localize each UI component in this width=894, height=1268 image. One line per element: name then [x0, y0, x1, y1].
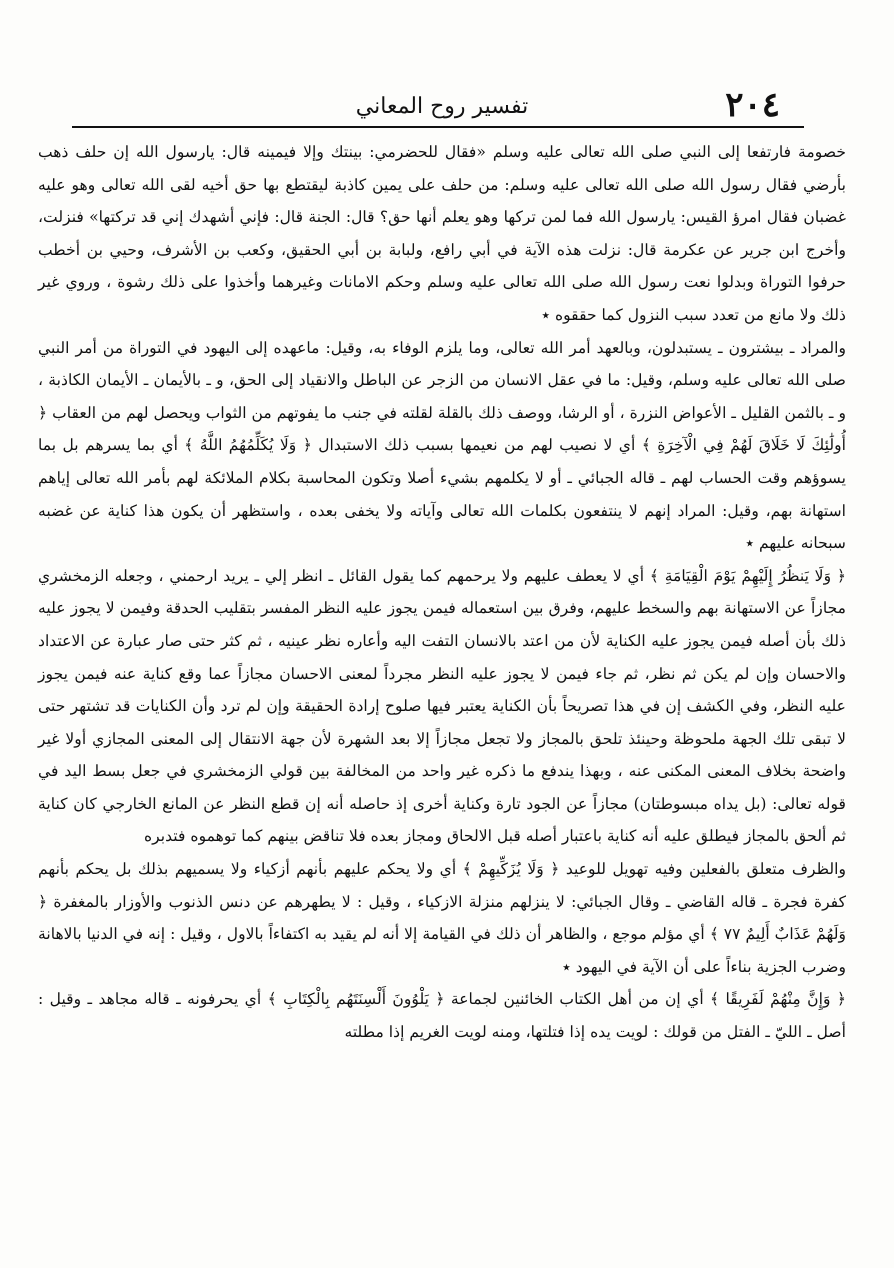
- text-line: بكلمات الله تعالى وآياته ولا يخفى بعده ، واستظهر أن يكون هذا كناية عن غضبه سبحانه عليهم ٭: [38, 501, 846, 553]
- text-line: بشيء أصلا وتكون المحاسبة بكلام الملائكة لهم بأمر الله تعالى إياهم استهانة بهم، وقيل: المراد إنهم لا ينتفعون: [38, 468, 847, 520]
- text-line: وحينئذ تلحق بالمجاز ولا تجعل مجازاً إلا بعد الشهرة لأن جهة الانتقال إلى المعنى المجازي أولا غير واضحة بخلاف: [38, 729, 846, 781]
- text-line: الله تعالى وهو عليه غضبان فقال امرؤ القيس: يارسول الله فما لمن تركها وهو يعلم أنها حق؟ قال: الجنة قال: فإني: [38, 175, 846, 227]
- text-line: بذلك بل يحكم بأنهم كفرة فجرة ـ قاله القاضي ـ وقال الجبائي: لا ينزلهم منزلة الازكياء ، وقيل : لا يطهرهم عن دنس: [38, 860, 846, 911]
- paragraph: [38, 560, 846, 853]
- text-line: يحرفونه ـ قاله مجاهد ـ وقيل : أصل ـ الليّ ـ الفتل من قولك : لويت يده إذا فتلتها، ومنه لويت الغريم إذا مطلته: [38, 990, 846, 1042]
- text-line: ذهب بأرضي فقال رسول الله صلى الله تعالى عليه وسلم: من حلف على يمين كاذبة ليقتطع بها حق أخيه لقى: [38, 143, 846, 194]
- text-line: أمر النبي صلى الله تعالى عليه وسلم، وقيل: ما في عقل الانسان من الزجر عن الباطل والانقياد إلى الحق، و ـ بالأيمان ـ: [38, 338, 846, 390]
- text-line: بأن الكناية يعتبر فيها صلوح إرادة الحقيقة وإن لم ترد وأن الكنايات قد تشتهر حتى لا تبقى تلك الجهة ملحوظة: [38, 697, 846, 748]
- page-number: ٢٠٤: [725, 85, 780, 125]
- text-line: ﴿ وَلَا يَنظُرُ إِلَيْهِمْ يَوْمَ الْقِيَامَةِ ﴾ أي لا يعطف عليهم ولا يرحمهم كما يقول القائل ـ انظر إلي ـ يريد ارحمني ،: [152, 566, 846, 585]
- header-rule: [72, 126, 804, 128]
- paragraph: [38, 332, 846, 560]
- text-line: من الثواب ويحصل لهم من العقاب ﴿ أُولَٰئِكَ لَا خَلَاقَ لَهُمْ فِي الْآخِرَةِ ﴾ أي لا نصيب لهم من نعيمها بسبب: [38, 403, 846, 455]
- text-line: الأيمان الكاذبة ، و ـ بالثمن القليل ـ الأعواض النزرة ، أو الرشا، ووصف ذلك بالقلة لقلته في جنب ما يفوتهم: [38, 371, 846, 422]
- text-line: الحقيق، وكعب بن الأشرف، وحيي بن أخطب حرفوا التوراة وبدلوا نعت رسول الله صلى الله تعالى عليه وسلم: [38, 240, 846, 292]
- body-text: [38, 136, 846, 1049]
- text-line: وأعاره نظر عينيه ، ثم كثر حتى صار عبارة عن الاعتداد والاحسان وإن لم يكن ثم نظر، ثم جاء فيمن لا يجوز: [38, 631, 846, 683]
- paragraph: [38, 853, 846, 983]
- text-line: ذلك الاستبدال ﴿ وَلَا يُكَلِّمُهُمُ اللَّهُ ﴾ أي بما يسرهم بل بما يسوؤهم وقت الحساب لهم ـ قاله الجبائي ـ أو لا يكلمهم: [38, 436, 846, 487]
- paragraph: [38, 136, 846, 332]
- text-line: والظرف متعلق بالفعلين وفيه تهويل للوعيد ﴿ وَلَا يُزَكِّيهِمْ ﴾ أي ولا يحكم عليهم بأنهم أزكياء ولا يسميهم: [168, 860, 846, 879]
- text-line: المعنى المكنى عنه ، وبهذا يندفع ما ذكره غير واحد من المخالفة بين قولي الزمخشري في جعل بسط اليد في قوله تعالى:: [38, 762, 847, 813]
- text-line: لم يقيد به اكتفاءاً بالاول ، وقيل : إنه في الدنيا بالاهانة وضرب الجزية بناءاً على أن الآية في اليهود ٭: [38, 925, 846, 976]
- text-line: الذنوب والأوزار بالمغفرة ﴿ وَلَهُمْ عَذَابٌ أَلِيمٌ ٧٧ ﴾ أي مؤلم موجع ، والظاهر أن ذلك في القيامة إلا أنه: [38, 892, 846, 944]
- text-line: وحكم الامانات وغيرهما وأخذوا على ذلك رشوة ، وروي غير ذلك ولا مانع من تعدد سبب النزول كما حققوه ٭: [38, 273, 846, 324]
- text-line: وجعله الزمخشري مجازاً عن الاستهانة بهم والسخط عليهم، وفرق بين استعماله فيمن يجوز عليه النظر المفسر: [38, 566, 846, 618]
- text-line: بتقليب الحدقة وفيمن لا يجوز عليه ذلك بأن أصله فيمن يجوز عليه الكناية لأن من اعتد بالانسان التفت اليه: [38, 599, 847, 650]
- text-line: كناية ثم ألحق بالمجاز فيطلق عليه أنه كناية باعتبار أصله قبل الالحاق ومجاز بعده فلا تناقض بينهم كما توهموه فتدبره: [38, 794, 846, 846]
- paragraph: [38, 983, 846, 1048]
- text-line: أشهدك إني قد تركتها» فنزلت، وأخرج ابن جرير عن عكرمة قال: نزلت هذه الآية في أبي رافع، ولبابة بن أبي: [38, 208, 846, 259]
- page-header: [38, 0, 846, 125]
- text-line: والمراد ـ بيشترون ـ يستبدلون، وبالعهد أمر الله تعالى، وما يلزم الوفاء به، وقيل: ماعهده إلى اليهود في التوراة من: [96, 338, 846, 357]
- text-line: عليه النظر مجرداً لمعنى الاحسان مجازاً عما وقع كناية عنه فيمن يجوز عليه النظر، وفي الكشف إن في هذا تصريحاً: [38, 664, 846, 716]
- book-title: تفسير روح المعاني: [355, 94, 529, 119]
- text-line: ﴿ وَإِنَّ مِنْهُمْ لَفَرِيقًا ﴾ أي إن من أهل الكتاب الخائنين لجماعة ﴿ يَلْوُونَ أَلْسِنَتَهُم بِالْكِتَابِ ﴾ أي: [238, 990, 846, 1009]
- text-line: (بل يداه مبسوطتان) مجازاً عن الجود تارة وكناية أخرى إذ حاصله أنه إن قطع النظر عن المانع الخارجي كان: [67, 794, 767, 813]
- text-line: خصومة فارتفعا إلى النبي صلى الله تعالى عليه وسلم «فقال للحضرمي: بينتك وإلا فيمينه قال: يارسول الله إن حلف: [68, 143, 846, 161]
